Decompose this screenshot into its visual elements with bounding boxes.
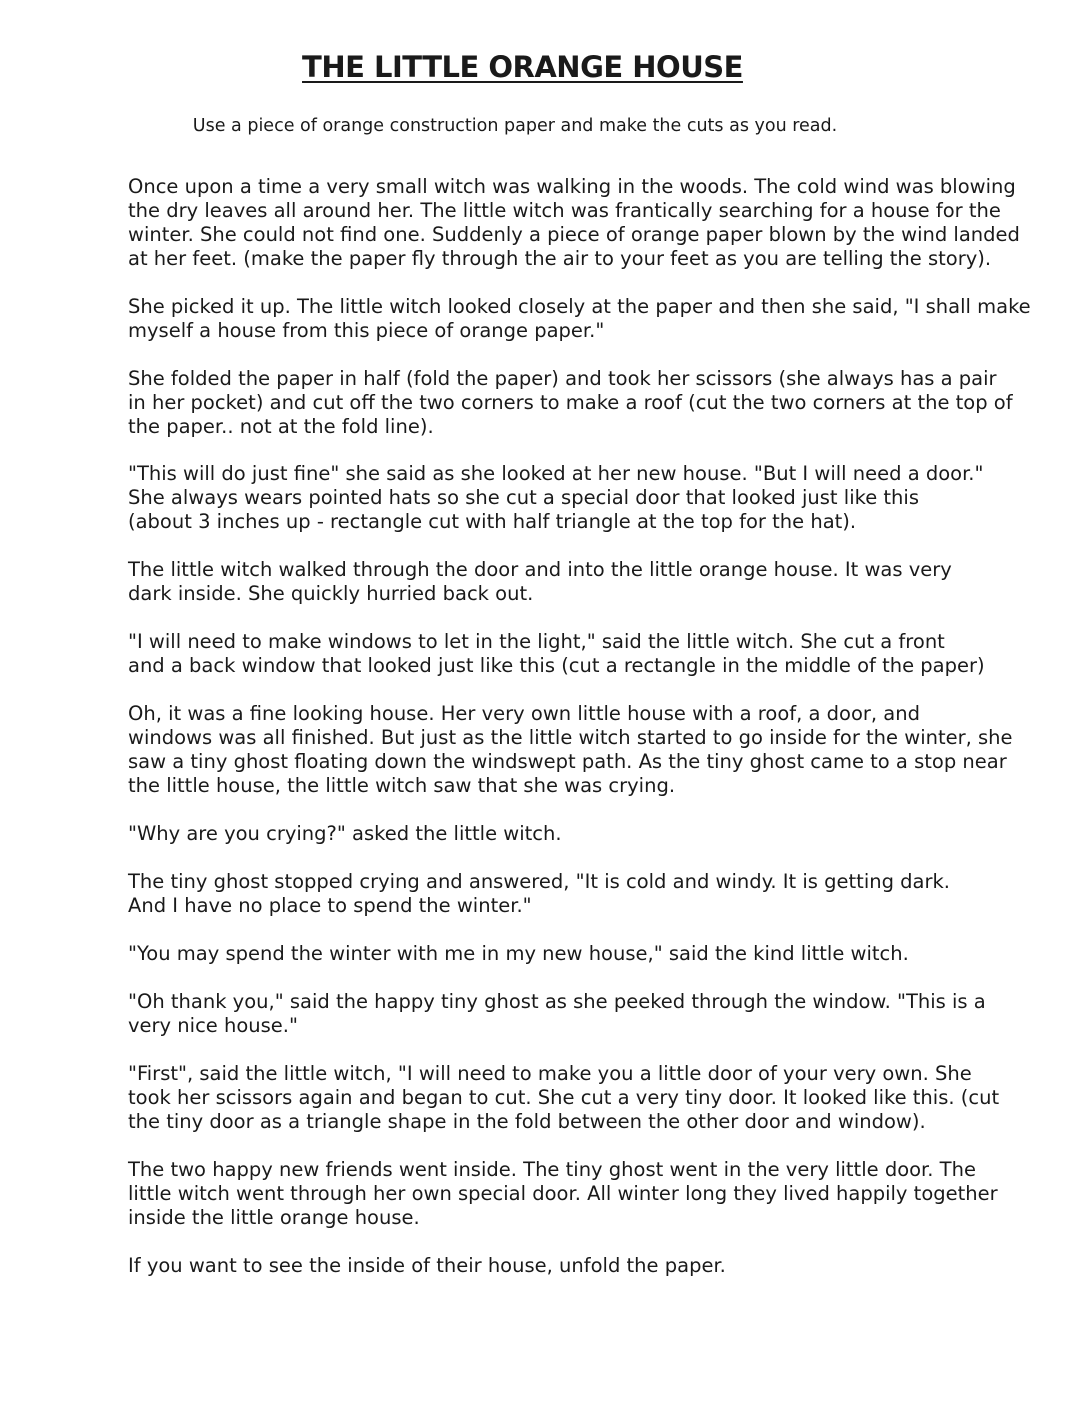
- story-line: and a back window that looked just like this (cut a rectangle in the middle of the paper): [128, 654, 985, 677]
- story-paragraph: [128, 462, 983, 534]
- story-line: Once upon a time a very small witch was walking in the woods. The cold wind was blowing: [128, 175, 1016, 198]
- story-line: The little witch walked through the door and into the little orange house. It was very: [128, 558, 952, 581]
- story-paragraph: [128, 990, 986, 1038]
- story-line: "You may spend the winter with me in my new house," said the kind little witch.: [128, 942, 909, 965]
- story-line: Oh, it was a fine looking house. Her very own little house with a roof, a door, and: [128, 702, 920, 725]
- story-line: took her scissors again and began to cut. She cut a very tiny door. It looked like this. (cut: [128, 1086, 1000, 1109]
- story-line: in her pocket) and cut off the two corners to make a roof (cut the two corners at the top of: [128, 391, 1013, 414]
- story-line: the dry leaves all around her. The little witch was frantically searching for a house for the: [128, 199, 1001, 222]
- story-line: "Oh thank you," said the happy tiny ghost as she peeked through the window. "This is a: [128, 990, 986, 1013]
- story-paragraph: [128, 367, 1013, 439]
- story-line: the paper.. not at the fold line).: [128, 415, 434, 438]
- document-subtitle: Use a piece of orange construction paper and make the cuts as you read.: [192, 116, 838, 136]
- story-line: She folded the paper in half (fold the paper) and took her scissors (she always has a pair: [128, 367, 997, 390]
- story-line: inside the little orange house.: [128, 1206, 420, 1229]
- story-line: "I will need to make windows to let in the light," said the little witch. She cut a front: [128, 630, 945, 653]
- story-paragraph: [128, 630, 985, 678]
- story-line: the tiny door as a triangle shape in the fold between the other door and window).: [128, 1110, 926, 1133]
- story-paragraph: [128, 175, 1020, 271]
- story-paragraph: [128, 702, 1013, 798]
- story-line: myself a house from this piece of orange paper.": [128, 319, 605, 342]
- story-line: very nice house.": [128, 1014, 298, 1037]
- story-line: winter. She could not find one. Suddenly a piece of orange paper blown by the wind landed: [128, 223, 1020, 246]
- story-paragraph: [128, 1062, 999, 1134]
- story-line: the little house, the little witch saw that she was crying.: [128, 774, 676, 797]
- story-line: If you want to see the inside of their house, unfold the paper.: [128, 1254, 726, 1277]
- story-line: (about 3 inches up - rectangle cut with half triangle at the top for the hat).: [128, 510, 857, 533]
- story-line: The tiny ghost stopped crying and answered, "It is cold and windy. It is getting dark.: [128, 870, 951, 893]
- story-paragraph: [128, 1254, 726, 1278]
- story-line: She picked it up. The little witch looked closely at the paper and then she said, "I shall make: [128, 295, 1031, 318]
- story-paragraph: [128, 822, 562, 846]
- story-paragraph: [128, 295, 1031, 343]
- story-line: windows was all finished. But just as the little witch started to go inside for the winter, she: [128, 726, 1013, 749]
- story-paragraph: [128, 558, 952, 606]
- story-line: The two happy new friends went inside. The tiny ghost went in the very little door. The: [128, 1158, 976, 1181]
- story-paragraph: [128, 1158, 998, 1230]
- story-line: little witch went through her own special door. All winter long they lived happily together: [128, 1182, 998, 1205]
- story-paragraph: [128, 942, 909, 966]
- story-line: She always wears pointed hats so she cut a special door that looked just like this: [128, 486, 919, 509]
- story-line: dark inside. She quickly hurried back out.: [128, 582, 534, 605]
- story-line: saw a tiny ghost floating down the windswept path. As the tiny ghost came to a stop near: [128, 750, 1007, 773]
- document-title: THE LITTLE ORANGE HOUSE: [302, 50, 743, 84]
- story-line: And I have no place to spend the winter.": [128, 894, 532, 917]
- story-line: "This will do just fine" she said as she looked at her new house. "But I will need a door.": [128, 462, 984, 485]
- story-paragraph: [128, 870, 950, 918]
- story-line: "Why are you crying?" asked the little witch.: [128, 822, 562, 845]
- story-line: at her feet. (make the paper fly through the air to your feet as you are telling the story).: [128, 247, 992, 270]
- story-line: "First", said the little witch, "I will need to make you a little door of your very own. She: [128, 1062, 972, 1085]
